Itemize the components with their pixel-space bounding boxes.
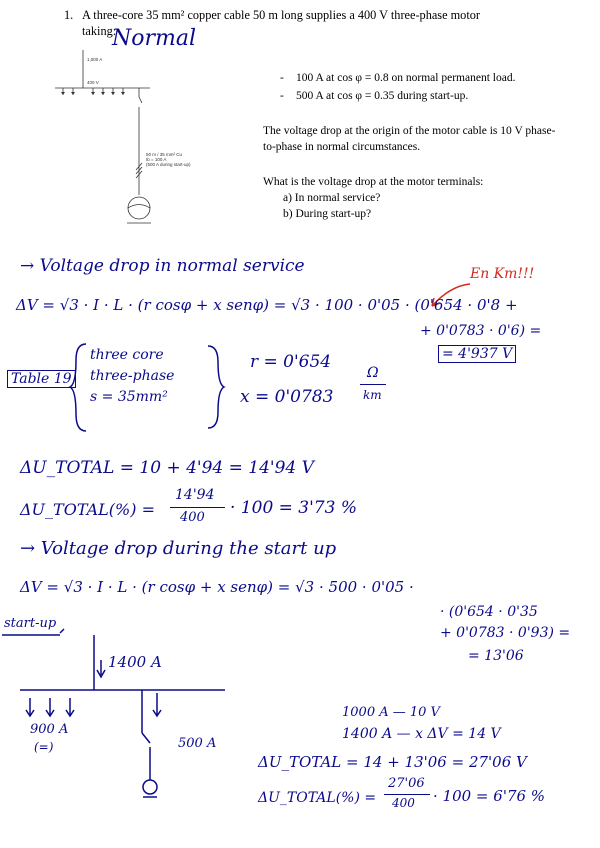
breaker-contact xyxy=(139,97,142,103)
percent-numerator-normal: 14'94 xyxy=(175,487,215,503)
formula-normal-cont: + 0'0783 · 0'6) = xyxy=(420,323,542,339)
percent-result-normal: · 100 = 3'73 % xyxy=(230,498,357,518)
r-value: r = 0'654 xyxy=(250,352,332,372)
other-loads-eq: (=) xyxy=(34,740,54,754)
arrow-1 xyxy=(61,92,65,95)
x-value: x = 0'0783 xyxy=(240,387,334,407)
startup-sketch xyxy=(0,615,260,810)
motor-symbol xyxy=(128,197,150,219)
formula-startup-result: = 13'06 xyxy=(468,648,524,664)
unit-fraction-bar xyxy=(360,384,386,385)
question-ask: What is the voltage drop at the motor terminals: xyxy=(263,176,484,188)
question-line-1: A three-core 35 mm² copper cable 50 m long supplies a 400 V three-phase motor xyxy=(82,8,480,22)
unit-denominator: km xyxy=(363,388,382,402)
unit-numerator: Ω xyxy=(367,365,379,381)
total-drop-startup: ΔU_TOTAL = 14 + 13'06 = 27'06 V xyxy=(258,753,527,771)
startup-underline xyxy=(60,629,64,633)
question-number: 1. xyxy=(64,8,74,22)
section2-title: → Voltage drop during the start up xyxy=(20,538,337,559)
condition-section: s = 35mm² xyxy=(90,389,168,405)
arrow-4 xyxy=(101,92,105,95)
formula-startup-line3: + 0'0783 · 0'93) = xyxy=(440,625,571,641)
formula-normal: ΔV = √3 · I · L · (r cosφ + x senφ) = √3 · 100 · 0'05 · (0'654 · 0'8 + xyxy=(16,296,518,314)
load-normal: - 100 A at cos φ = 0.8 on normal permanent load. xyxy=(280,69,515,87)
formula-startup-line2: · (0'654 · 0'35 xyxy=(440,604,538,620)
total-drop-normal: ΔU_TOTAL = 10 + 4'94 = 14'94 V xyxy=(20,458,314,478)
percent-result-startup: · 100 = 6'76 % xyxy=(433,787,546,805)
other-loads-current: 900 A xyxy=(30,722,69,737)
condition-three-core: three core xyxy=(90,347,164,363)
formula-startup: ΔV = √3 · I · L · (r cosφ + x senφ) = √3 · 500 · 0'05 · xyxy=(20,578,414,596)
sketch-breaker xyxy=(142,733,150,743)
motor-current: 500 A xyxy=(178,736,217,751)
percent-label-normal: ΔU_TOTAL(%) = xyxy=(20,500,155,519)
sketch-motor xyxy=(143,780,157,794)
table-conditions xyxy=(90,345,174,408)
percent-fraction-bar-startup xyxy=(384,794,430,795)
source-current-label: 1,000 A xyxy=(87,57,103,62)
question-ask-block xyxy=(263,174,483,222)
table-reference: Table 19 xyxy=(7,370,76,388)
load-list xyxy=(280,69,515,105)
arrow-5 xyxy=(111,92,115,95)
percent-denominator-startup: 400 xyxy=(392,796,415,810)
ratio-line-2: 1400 A — x ΔV = 14 V xyxy=(342,726,501,742)
percent-label-startup: ΔU_TOTAL(%) = xyxy=(258,790,377,806)
question-part-a: a) In normal service? xyxy=(283,192,381,204)
question-line-2: taking: xyxy=(82,24,117,38)
percent-numerator-startup: 27'06 xyxy=(388,776,425,791)
ratio-line-1: 1000 A — 10 V xyxy=(342,705,440,720)
section1-title: → Voltage drop in normal service xyxy=(20,256,305,276)
percent-denominator-normal: 400 xyxy=(180,510,205,525)
voltage-drop-statement: The voltage drop at the origin of the motor cable is 10 V phase-to-phase in normal circumstances. xyxy=(263,125,556,153)
arrow-6 xyxy=(121,92,125,95)
load-startup: - 500 A at cos φ = 0.35 during start-up. xyxy=(280,87,515,105)
error-note: En Km!!! xyxy=(470,266,535,282)
question-part-b: b) During start-up? xyxy=(283,208,372,220)
bus-voltage-label: 400 V xyxy=(87,80,99,85)
cable-spec-label: 50 m / 35 mm² Cu Ib = 100 A (500 A during start-up) xyxy=(146,152,191,167)
result-normal: = 4'937 V xyxy=(438,345,516,363)
arrow-3 xyxy=(91,92,95,95)
bus-current: 1400 A xyxy=(108,653,162,671)
motor-winding xyxy=(128,205,150,209)
normal-tag: Normal xyxy=(112,26,197,51)
startup-label: start-up xyxy=(4,616,57,631)
percent-fraction-bar-normal xyxy=(170,507,225,508)
condition-three-phase: three-phase xyxy=(90,368,175,384)
arrow-2 xyxy=(71,92,75,95)
circuit-diagram xyxy=(55,45,165,240)
